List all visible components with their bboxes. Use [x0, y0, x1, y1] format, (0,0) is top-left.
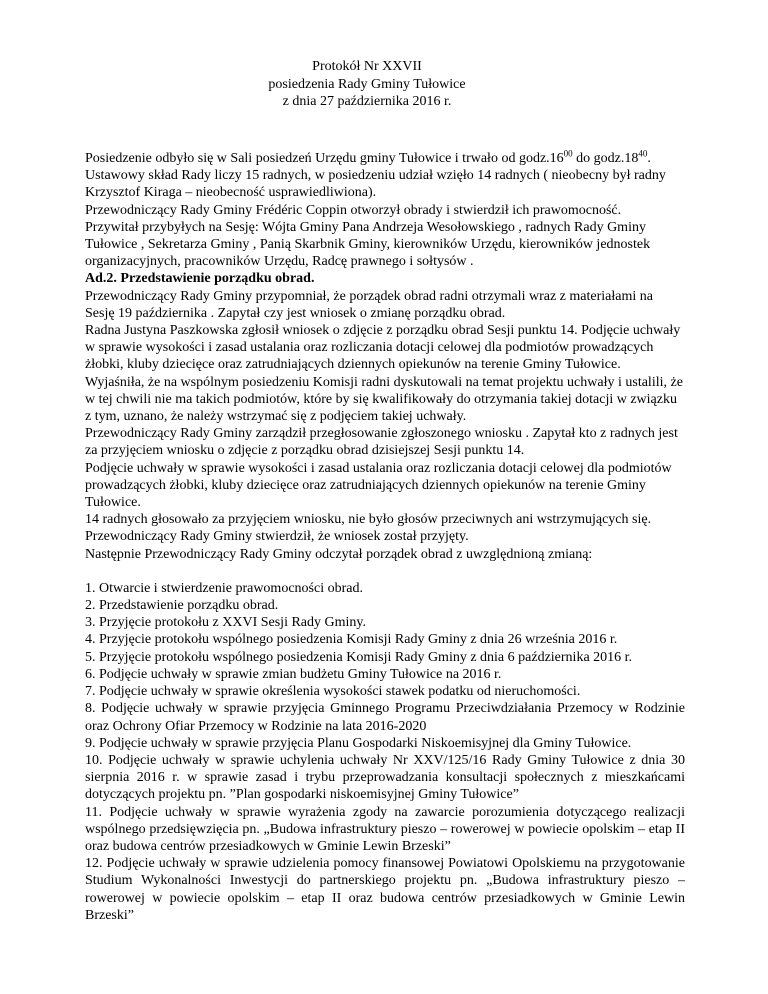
end-minutes: 40 — [638, 148, 648, 159]
agenda-item: 10. Podjęcie uchwały w sprawie uchylenia uchwały Nr XXV/125/16 Rady Gminy Tułowice z dnia 30 sierpnia 2016 r. w sprawie zasad i trybu przeprowadzania konsultacji społecznych z mieszkańcami dotyczących projektu pn. ”Plan gospodarki niskoemisyjnej Gminy Tułowice” — [85, 752, 685, 803]
agenda-item: 1. Otwarcie i stwierdzenie prawomocności obrad. — [85, 580, 363, 596]
protocol-number: Protokół Nr XXVII — [312, 59, 422, 74]
section-paragraph: Przewodniczący Rady Gminy zarządził przegłosowanie zgłoszonego wniosku . Zapytał kto z radnych jest za przyjęciem wniosku o zdjęcie z porządku obrad dzisiejszej Sesji punktu 14. — [85, 426, 678, 459]
agenda-item: 7. Podjęcie uchwały w sprawie określenia wysokości stawek podatku od nieruchomości. — [85, 684, 581, 700]
document-header — [0, 58, 734, 111]
section-paragraph: Następnie Przewodniczący Rady Gminy odczytał porządek obrad z uwzględnioną zmianą: — [85, 546, 593, 562]
agenda-item: 8. Podjęcie uchwały w sprawie przyjęcia Gminnego Programu Przeciwdziałania Przemocy w Rodzinie oraz Ochrony Ofiar Przemocy w Rodzinie na lata 2016-2020 — [85, 701, 685, 734]
intro-text-a: Posiedzenie odbyło się w Sali posiedzeń Urzędu gminy Tułowice i trwało od godz.16 — [85, 151, 564, 166]
intro-paragraph-session-time — [85, 150, 685, 202]
section-paragraph: Podjęcie uchwały w sprawie wysokości i zasad ustalania oraz rozliczania dotacji celowej dla podmiotów prowadzących żłobki, kluby dziecięce oraz zatrudniających dziennych opiekunów na terenie Gminy Tułowice. — [85, 460, 672, 511]
intro-paragraph-welcome: Przywitał przybyłych na Sesję: Wójta Gminy Pana Andrzeja Wesołowskiego , radnych Rady Gminy Tułowice , Sekretarza Gminy , Panią Skarbnik Gminy, kierowników Urzędu, kierowników jednostek organizacyjnych, pracowników Urzędu, Radcę prawnego i sołtysów . — [85, 219, 651, 270]
agenda-item: 9. Podjęcie uchwały w sprawie przyjęcia Planu Gospodarki Niskoemisyjnej dla Gminy Tułowice. — [85, 735, 632, 751]
intro-paragraph-opening: Przewodniczący Rady Gminy Frédéric Coppin otworzył obrady i stwierdził ich prawomocność. — [85, 202, 622, 218]
document-body — [85, 150, 685, 924]
section-paragraph: 14 radnych głosowało za przyjęciem wniosku, nie było głosów przeciwnych ani wstrzymujących się. Przewodniczący Rady Gminy stwierdził, że wniosek został przyjęty. — [85, 512, 652, 545]
spacer — [85, 563, 685, 580]
agenda-item: 12. Podjęcie uchwały w sprawie udzielenia pomocy finansowej Powiatowi Opolskiemu na przygotowanie Studium Wykonalności Inwestycji do partnerskiego projektu pn. „Budowa infrastruktury pieszo – rowerowej w powiecie opolskim – etap II oraz budowa centrów przesiadkowych w Gminie Lewin Brzeski” — [85, 856, 685, 923]
agenda-item: 2. Przedstawienie porządku obrad. — [85, 598, 279, 614]
agenda-item: 11. Podjęcie uchwały w sprawie wyrażenia zgody na zawarcie porozumienia dotyczącego realizacji wspólnego przedsięwzięcia pn. „Budowa infrastruktury pieszo – rowerowej w powiecie opolskim – etap II oraz budowa centrów przesiadkowych w Gminie Lewin Brzeski” — [85, 804, 685, 854]
section-paragraph: Wyjaśniła, że na wspólnym posiedzeniu Komisji radni dyskutowali na temat projektu uchwały i ustalili, że w tej chwili nie ma takich podmiotów, które by się kwalifikowały do otrzymania takiej dotacji w związku z tym, uznano, że należy wstrzymać się z podjęciem takiej uchwały. — [85, 374, 683, 425]
start-minutes: 00 — [563, 148, 573, 159]
agenda-item: 3. Przyjęcie protokołu z XXVI Sesji Rady Gminy. — [85, 615, 366, 631]
agenda-list — [85, 580, 685, 924]
section-paragraph: Przewodniczący Rady Gminy przypomniał, że porządek obrad radni otrzymali wraz z materiałami na Sesję 19 października . Zapytał czy jest wniosek o zmianę porządku obrad. — [85, 288, 653, 321]
intro-text-c: . Ustawowy skład Rady liczy 15 radnych, w posiedzeniu udział wzięło 14 radnych ( nieobecny był radny Krzysztof Kiraga – nieobecność usprawiedliwiona). — [85, 151, 666, 201]
agenda-item: 5. Przyjęcie protokołu wspólnego posiedzenia Komisji Rady Gminy z dnia 6 października 2016 r. — [85, 649, 633, 665]
protocol-date: z dnia 27 października 2016 r. — [282, 94, 452, 109]
agenda-item: 4. Przyjęcie protokołu wspólnego posiedzenia Komisji Rady Gminy z dnia 26 września 2016 r. — [85, 632, 618, 648]
section-paragraph: Radna Justyna Paszkowska zgłosił wniosek o zdjęcie z porządku obrad Sesji punktu 14. Podjęcie uchwały w sprawie wysokości i zasad ustalania oraz rozliczania dotacji celowej dla podmiotów prowadzących żłobki, kluby dziecięce oraz zatrudniających dziennych opiekunów na terenie Gminy Tułowice. — [85, 323, 681, 373]
agenda-item: 6. Podjęcie uchwały w sprawie zmian budżetu Gminy Tułowice na 2016 r. — [85, 666, 502, 682]
intro-text-b: do godz.18 — [572, 151, 639, 166]
section-heading: Ad.2. Przedstawienie porządku obrad. — [85, 271, 315, 287]
protocol-subtitle: posiedzenia Rady Gminy Tułowice — [268, 76, 466, 92]
